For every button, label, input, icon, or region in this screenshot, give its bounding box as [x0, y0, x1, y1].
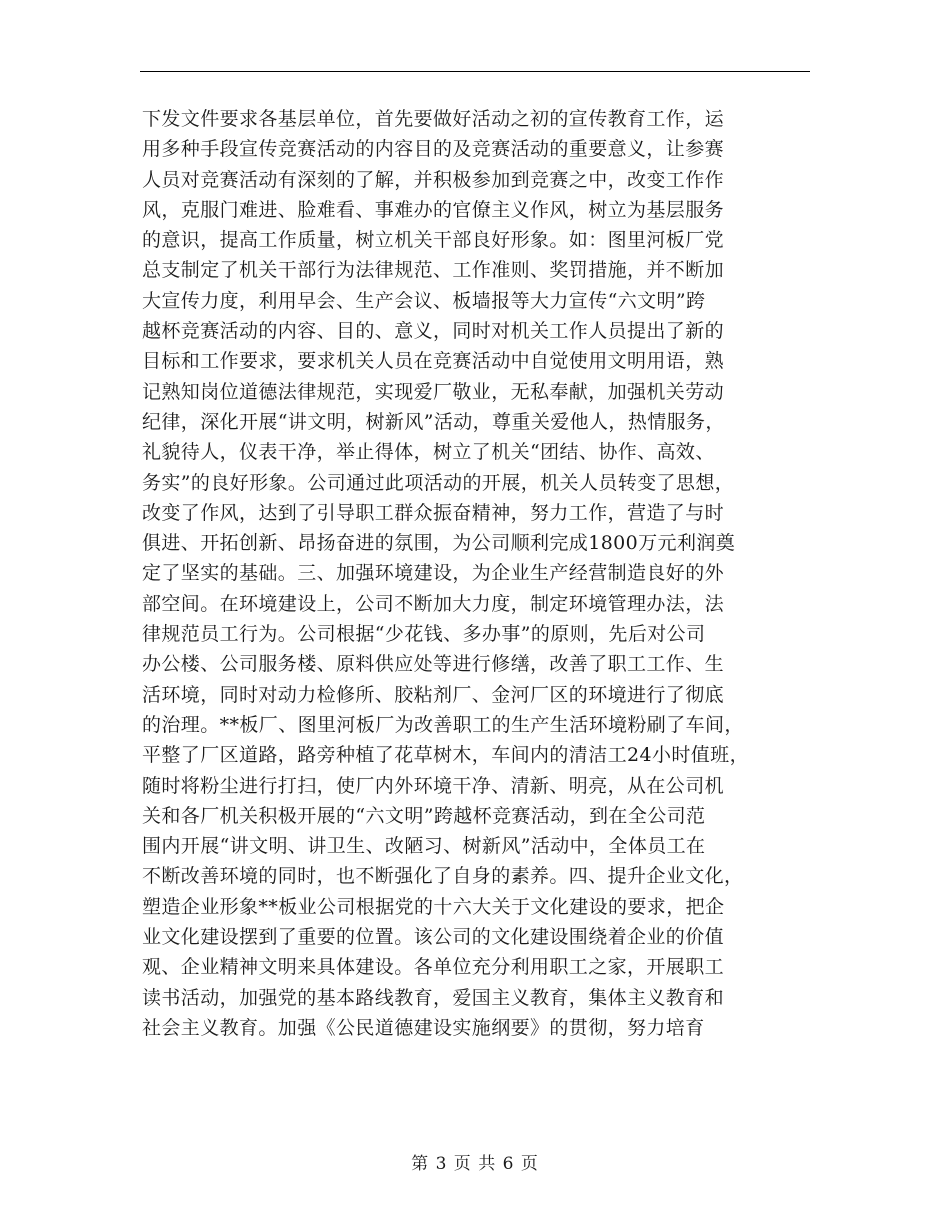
text-line: 俱进、开拓创新、昂扬奋进的氛围，为公司顺利完成1800万元利润奠 [142, 532, 736, 555]
text-line: 部空间。在环境建设上，公司不断加大力度，制定环境管理办法，法 [142, 592, 725, 615]
text-line: 用多种手段宣传竞赛活动的内容目的及竞赛活动的重要意义，让参赛 [142, 138, 725, 161]
text-line: 下发文件要求各基层单位，首先要做好活动之初的宣传教育工作，运 [142, 108, 725, 130]
text-line: 围内开展“讲文明、讲卫生、改陋习、树新风”活动中，全体员工在 [142, 835, 706, 858]
text-line: 务实”的良好形象。公司通过此项活动的开展，机关人员转变了思想， [142, 471, 735, 494]
text-line: 塑造企业形象**板业公司根据党的十六大关于文化建设的要求，把企 [142, 895, 725, 918]
text-line: 读书活动，加强党的基本路线教育，爱国主义教育，集体主义教育和 [142, 986, 725, 1009]
text-line: 观、企业精神文明来具体建设。各单位充分利用职工之家，开展职工 [142, 956, 725, 979]
text-line: 记熟知岗位道德法律规范，实现爱厂敬业，无私奉献，加强机关劳动 [142, 380, 725, 403]
text-line: 目标和工作要求，要求机关人员在竞赛活动中自觉使用文明用语，熟 [142, 350, 725, 373]
text-line: 关和各厂机关积极开展的“六文明”跨越杯竞赛活动，到在全公司范 [142, 804, 706, 827]
text-line: 的治理。**板厂、图里河板厂为改善职工的生产生活环境粉刷了车间， [142, 713, 744, 736]
header-rule [140, 71, 810, 72]
text-line: 平整了厂区道路，路旁种植了花草树木，车间内的清洁工24小时值班， [142, 744, 749, 767]
text-line: 礼貌待人，仪表干净，举止得体，树立了机关“团结、协作、高效、 [142, 441, 715, 464]
text-line: 的意识，提高工作质量，树立机关干部良好形象。如：图里河板厂党 [142, 229, 725, 252]
text-line: 定了坚实的基础。三、加强环境建设，为企业生产经营制造良好的外 [142, 562, 725, 585]
text-line: 纪律，深化开展“讲文明，树新风”活动，尊重关爱他人，热情服务， [142, 410, 725, 433]
text-line: 随时将粉尘进行打扫，使厂内外环境干净、清新、明亮，从在公司机 [142, 774, 725, 797]
text-line: 社会主义教育。加强《公民道德建设实施纲要》的贯彻，努力培育 [142, 1016, 705, 1039]
text-line: 不断改善环境的同时，也不断强化了自身的素养。四、提升企业文化， [142, 865, 744, 888]
text-line: 办公楼、公司服务楼、原料供应处等进行修缮，改善了职工工作、生 [142, 653, 725, 676]
text-line: 活环境，同时对动力检修所、胶粘剂厂、金河厂区的环境进行了彻底 [142, 683, 725, 706]
text-line: 总支制定了机关干部行为法律规范、工作准则、奖罚措施，并不断加 [142, 259, 725, 282]
document-body [142, 104, 822, 1043]
text-line: 越杯竞赛活动的内容、目的、意义，同时对机关工作人员提出了新的 [142, 320, 725, 343]
text-line: 人员对竞赛活动有深刻的了解，并积极参加到竞赛之中，改变工作作 [142, 168, 725, 191]
text-line: 风，克服门难进、脸难看、事难办的官僚主义作风，树立为基层服务 [142, 198, 725, 221]
text-line: 改变了作风，达到了引导职工群众振奋精神，努力工作，营造了与时 [142, 501, 725, 524]
page-number: 第 3 页 共 6 页 [411, 1154, 539, 1174]
text-line: 大宣传力度，利用早会、生产会议、板墙报等大力宣传“六文明”跨 [142, 289, 706, 312]
text-line: 律规范员工行为。公司根据“少花钱、多办事”的原则，先后对公司 [142, 623, 706, 646]
text-line: 业文化建设摆到了重要的位置。该公司的文化建设围绕着企业的价值 [142, 926, 725, 949]
